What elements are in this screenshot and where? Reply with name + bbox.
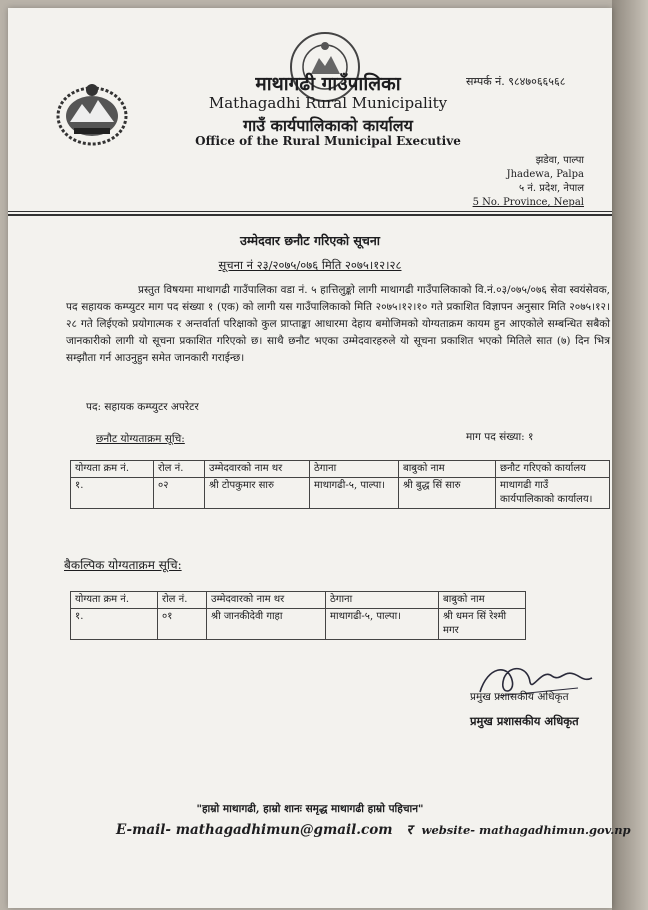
- website-text: website- mathagadhimun.gov.np: [421, 823, 631, 837]
- signatory-title: प्रमुख प्रशासकीय अधिकृत: [470, 691, 569, 703]
- nepal-emblem-icon: [52, 78, 132, 148]
- table-cell: श्री धमन सिं रेश्मी मगर: [439, 609, 526, 640]
- address-line: 5 No. Province, Nepal: [472, 197, 584, 208]
- footer-contact: [116, 820, 631, 838]
- post-name: पद: सहायक कम्प्युटर अपरेटर: [86, 401, 199, 413]
- table-cell: ०२: [154, 478, 205, 509]
- notice-page: [8, 8, 631, 908]
- table-cell: १.: [71, 609, 158, 640]
- address-block: [473, 154, 584, 210]
- signatory-title-bold: प्रमुख प्रशासकीय अधिकृत: [470, 714, 579, 728]
- table-cell: माथागढी गाउँ कार्यपालिकाको कार्यालय।: [496, 478, 610, 509]
- notice-body: प्रस्तुत विषयमा माथागढी गाउँपालिका वडा नं. ५ हात्तिलुङ्को लागी माथागढी गाउँपालिकाको वि.नं.०३/०७५/०७६ सेवा स्वयंसेवक, पद सहायक कम्प्युटर माग पद संख्या १ (एक) को लागी यस गाउँपालिकाको मिति २०७५।१२।१० गते प्रकाशित विज्ञापन अनुसार मिति २०७५।१२।२८ गते लिईएको प्रयोगात्मक र अन्तर्वार्ता परिक्षाको कुल प्राप्ताङ्का आधारमा देहाय बमोजिमको योग्यताक्रम कायम हुन आएकोले सम्बन्धित सबैको जानकारीको लागी यो सूचना प्रकाशित गरिएको छ। साथै छनौट भएका उम्मेदवारहरुले यो सूचना प्रकाशित भएको मितिले सात (७) दिन भित्र सम्झौता गर्न आउनुहुन समेत जानकारी गराईन्छ।: [66, 284, 610, 364]
- selected-candidates-table: [70, 460, 610, 509]
- alternate-list-title: बैकल्पिक योग्यताक्रम सूचि:: [64, 558, 182, 572]
- table-cell: माथागढी-५, पाल्पा।: [326, 609, 439, 640]
- alternate-candidates-table: [70, 591, 526, 640]
- table-header: बाबुको नाम: [439, 592, 526, 609]
- address-line: Jhadewa, Palpa: [506, 169, 584, 180]
- contact-number: सम्पर्क नं. ९८४७०६६५६८: [466, 75, 566, 88]
- table-header-row: [71, 592, 526, 609]
- email-text: E-mail- mathagadhimun@gmail.com: [116, 822, 393, 838]
- office-name-np: गाउँ कार्यपालिकाको कार्यालय: [243, 116, 413, 135]
- demand-count: माग पद संख्या: १: [466, 431, 534, 443]
- header-divider: [8, 211, 612, 212]
- table-header: योग्यता क्रम नं.: [71, 461, 154, 478]
- table-cell: श्री जानकीदेवी गाहा: [207, 609, 326, 640]
- selected-list-title: छनौट योग्यताक्रम सूचि:: [96, 433, 185, 445]
- background-edge: [612, 0, 648, 910]
- table-header: योग्यता क्रम नं.: [71, 592, 158, 609]
- table-row: [71, 478, 610, 509]
- address-line: ५ नं. प्रदेश, नेपाल: [518, 183, 584, 194]
- notice-title: उम्मेदवार छनौट गरिएको सूचना: [240, 233, 380, 248]
- office-name-en: Office of the Rural Municipal Executive: [195, 134, 461, 148]
- table-row: [71, 609, 526, 640]
- table-cell: श्री बुद्ध सिं सारु: [399, 478, 496, 509]
- table-header: रोल नं.: [158, 592, 207, 609]
- conjunction: र: [406, 822, 413, 838]
- table-header: उम्मेदवारको नाम थर: [207, 592, 326, 609]
- table-header: रोल नं.: [154, 461, 205, 478]
- notice-reference: सूचना नं २३/२०७५/०७६ मिति २०७५।१२।२८: [218, 258, 402, 272]
- table-header: उम्मेदवारको नाम थर: [205, 461, 310, 478]
- table-header-row: [71, 461, 610, 478]
- address-line: झडेवा, पाल्पा: [535, 155, 584, 166]
- table-cell: माथागढी-५, पाल्पा।: [310, 478, 399, 509]
- table-header: ठेगाना: [310, 461, 399, 478]
- table-header: बाबुको नाम: [399, 461, 496, 478]
- table-header: छनौट गरिएको कार्यालय: [496, 461, 610, 478]
- header-divider-thick: [8, 214, 612, 216]
- table-cell: १.: [71, 478, 154, 509]
- slogan: "हाम्रो माथागढी, हाम्रो शानः समृद्ध माथागढी हाम्रो पहिचान": [196, 803, 424, 815]
- table-cell: ०१: [158, 609, 207, 640]
- table-header: ठेगाना: [326, 592, 439, 609]
- municipality-name-en: Mathagadhi Rural Municipality: [208, 94, 448, 112]
- municipality-name-np: माथागढी गाउँपालिका: [255, 73, 401, 95]
- table-cell: श्री टोपकुमार सारु: [205, 478, 310, 509]
